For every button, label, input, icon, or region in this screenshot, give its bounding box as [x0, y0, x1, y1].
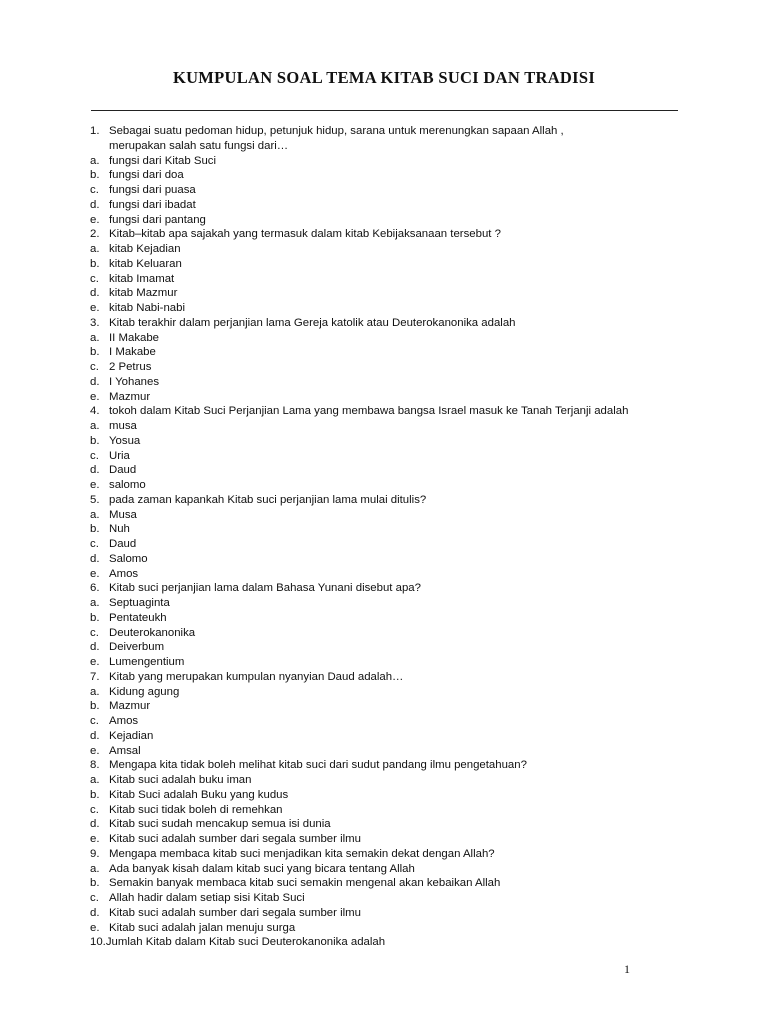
item-text: Kitab suci adalah sumber dari segala sumber ilmu [109, 833, 361, 845]
question-8 [90, 758, 690, 773]
item-text: Uria [109, 449, 130, 462]
item-text: Kejadian [109, 729, 154, 742]
item-text: Kitab–kitab apa sajakah yang termasuk dalam kitab Kebijaksanaan tersebut ? [109, 228, 501, 241]
item-text: Kitab suci adalah sumber dari segala sumber ilmu [109, 906, 361, 919]
question-10 [90, 935, 690, 950]
question-4 [90, 404, 690, 419]
item-text: Kitab suci adalah buku iman [109, 774, 252, 786]
item-text: Kitab suci perjanjian lama dalam Bahasa Yunani disebut apa? [109, 582, 421, 595]
item-marker: e. [90, 744, 100, 757]
item-marker: b. [90, 169, 100, 182]
option-9-a [90, 862, 690, 877]
question-7 [90, 670, 690, 685]
item-marker: 1. [90, 125, 100, 137]
item-text: merupakan salah satu fungsi dari… [109, 139, 289, 152]
item-marker: a. [90, 685, 100, 698]
item-text: Kitab Suci adalah Buku yang kudus [109, 788, 289, 801]
item-text: Musa [109, 508, 137, 521]
item-marker: e. [90, 479, 100, 491]
item-text: II Makabe [109, 331, 160, 344]
option-6-c [90, 626, 690, 641]
item-text: Amos [109, 715, 139, 727]
question-1-continuation [90, 139, 690, 154]
option-3-b [90, 345, 690, 360]
option-8-b [90, 788, 690, 803]
option-7-c [90, 714, 690, 729]
item-text: kitab Kejadian [109, 243, 181, 255]
option-7-d [90, 729, 690, 744]
item-marker: e. [90, 656, 100, 668]
option-4-b [90, 434, 690, 449]
item-marker: c. [90, 538, 99, 550]
item-marker: 9. [90, 847, 100, 860]
option-1-a [90, 154, 690, 169]
item-text: Daud [109, 464, 137, 477]
item-marker: d. [90, 287, 100, 300]
question-2 [90, 227, 690, 242]
item-text: Deiverbum [109, 641, 165, 654]
question-list [90, 124, 690, 950]
item-marker: c. [90, 361, 99, 373]
item-marker: a. [90, 862, 100, 875]
item-marker: 5. [90, 493, 100, 506]
option-7-b [90, 699, 690, 714]
item-text: Yosua [109, 434, 141, 447]
option-4-e [90, 478, 690, 493]
item-text: fungsi dari puasa [109, 184, 196, 196]
item-marker: e. [90, 213, 100, 226]
option-1-c [90, 183, 690, 198]
item-marker: b. [90, 700, 100, 713]
option-1-e [90, 213, 690, 228]
item-text: Lumengentium [109, 656, 185, 668]
item-text: fungsi dari pantang [109, 213, 206, 226]
option-5-e [90, 567, 690, 582]
item-text: I Makabe [109, 346, 156, 359]
item-marker: a. [90, 597, 100, 609]
item-text: Amsal [109, 744, 141, 757]
question-1 [90, 124, 690, 139]
item-text: Amos [109, 567, 139, 580]
option-2-a [90, 242, 690, 257]
option-8-a [90, 773, 690, 788]
item-marker: a. [90, 243, 100, 255]
item-marker: b. [90, 257, 100, 270]
item-text: Kitab terakhir dalam perjanjian lama Gereja katolik atau Deuterokanonika adalah [109, 316, 516, 329]
option-4-a [90, 419, 690, 434]
item-text: Septuaginta [109, 597, 170, 609]
item-marker: b. [90, 434, 100, 447]
option-9-b [90, 876, 690, 891]
option-2-e [90, 301, 690, 316]
option-6-b [90, 611, 690, 626]
item-text: kitab Nabi-nabi [109, 302, 185, 314]
item-text: Kitab suci tidak boleh di remehkan [109, 803, 283, 816]
item-text: Kidung agung [109, 685, 180, 698]
item-marker: c. [90, 715, 99, 727]
item-marker: d. [90, 198, 100, 211]
item-text: fungsi dari ibadat [109, 198, 196, 211]
item-text: pada zaman kapankah Kitab suci perjanjian lama mulai ditulis? [109, 493, 427, 506]
item-marker: c. [90, 272, 99, 285]
item-marker: e. [90, 833, 100, 845]
item-marker: c. [90, 892, 99, 904]
item-marker: e. [90, 302, 100, 314]
option-8-c [90, 803, 690, 818]
item-marker: 4. [90, 405, 100, 418]
option-5-a [90, 508, 690, 523]
question-6 [90, 581, 690, 596]
item-marker: e. [90, 921, 100, 934]
item-marker: e. [90, 390, 100, 403]
option-2-c [90, 272, 690, 287]
item-marker: d. [90, 818, 100, 831]
option-7-e [90, 744, 690, 759]
option-6-d [90, 640, 690, 655]
item-text: 2 Petrus [109, 361, 152, 373]
item-marker: b. [90, 788, 100, 801]
option-8-e [90, 832, 690, 847]
title-underline [91, 110, 678, 111]
item-marker: d. [90, 906, 100, 919]
option-4-c [90, 449, 690, 464]
item-marker: b. [90, 877, 100, 890]
option-8-d [90, 817, 690, 832]
option-6-e [90, 655, 690, 670]
item-text: Mengapa membaca kitab suci menjadikan kita semakin dekat dengan Allah? [109, 847, 495, 860]
item-marker: c. [90, 184, 99, 196]
item-marker: a. [90, 420, 100, 432]
option-9-c [90, 891, 690, 906]
item-marker: a. [90, 508, 100, 521]
option-7-a [90, 685, 690, 700]
option-2-d [90, 286, 690, 301]
item-marker: a. [90, 331, 100, 344]
item-marker: d. [90, 464, 100, 477]
option-5-d [90, 552, 690, 567]
item-text: Pentateukh [109, 611, 167, 624]
item-text: Mengapa kita tidak boleh melihat kitab suci dari sudut pandang ilmu pengetahuan? [109, 759, 527, 772]
item-text: Deuterokanonika [109, 626, 196, 639]
item-marker: d. [90, 375, 100, 388]
option-5-b [90, 522, 690, 537]
item-marker: b. [90, 523, 100, 536]
item-text: Allah hadir dalam setiap sisi Kitab Suci [109, 892, 305, 904]
item-marker: c. [90, 803, 99, 816]
item-marker: 3. [90, 316, 100, 329]
item-marker: d. [90, 552, 100, 565]
option-3-e [90, 390, 690, 405]
item-text: kitab Imamat [109, 272, 175, 285]
item-marker: b. [90, 611, 100, 624]
item-marker: 2. [90, 228, 100, 241]
item-text: tokoh dalam Kitab Suci Perjanjian Lama yang membawa bangsa Israel masuk ke Tanah Terjanji adalah [109, 405, 629, 418]
item-marker: a. [90, 154, 100, 167]
item-marker: e. [90, 567, 100, 580]
item-text: Kitab suci sudah mencakup semua isi dunia [109, 818, 331, 831]
option-1-b [90, 168, 690, 183]
item-marker: c. [90, 449, 99, 462]
question-5 [90, 493, 690, 508]
item-text: Daud [109, 538, 137, 550]
item-text: salomo [109, 479, 146, 491]
option-3-c [90, 360, 690, 375]
item-text: Salomo [109, 552, 148, 565]
item-text: Kitab suci adalah jalan menuju surga [109, 921, 296, 934]
option-2-b [90, 257, 690, 272]
option-4-d [90, 463, 690, 478]
item-text: Ada banyak kisah dalam kitab suci yang bicara tentang Allah [109, 862, 415, 875]
option-1-d [90, 198, 690, 213]
item-marker: b. [90, 346, 100, 359]
item-text: musa [109, 420, 137, 432]
item-marker: d. [90, 641, 100, 654]
item-text: Sebagai suatu pedoman hidup, petunjuk hidup, sarana untuk merenungkan sapaan Allah , [109, 125, 564, 137]
item-marker: 6. [90, 582, 100, 595]
option-3-d [90, 375, 690, 390]
item-text: Semakin banyak membaca kitab suci semakin mengenal akan kebaikan Allah [109, 877, 501, 890]
item-text: Nuh [109, 523, 130, 536]
question-3 [90, 316, 690, 331]
option-6-a [90, 596, 690, 611]
page-title: KUMPULAN SOAL TEMA KITAB SUCI DAN TRADISI [172, 68, 596, 87]
page-number: 1 [624, 962, 630, 976]
item-marker: a. [90, 774, 100, 786]
option-9-d [90, 906, 690, 921]
item-text: Mazmur [109, 390, 151, 403]
item-text: Kitab yang merupakan kumpulan nyanyian Daud adalah… [109, 670, 404, 683]
item-text: kitab Keluaran [109, 257, 182, 270]
item-text: fungsi dari doa [109, 169, 184, 182]
item-text: 10.Jumlah Kitab dalam Kitab suci Deuterokanonika adalah [90, 936, 386, 949]
item-marker: 7. [90, 670, 100, 683]
option-5-c [90, 537, 690, 552]
item-text: fungsi dari Kitab Suci [109, 154, 217, 167]
item-marker: c. [90, 626, 99, 639]
item-text: kitab Mazmur [109, 287, 178, 300]
item-text: I Yohanes [109, 375, 160, 388]
item-marker: 8. [90, 759, 100, 772]
question-9 [90, 847, 690, 862]
item-marker: d. [90, 729, 100, 742]
item-text: Mazmur [109, 700, 151, 713]
option-3-a [90, 331, 690, 346]
option-9-e [90, 921, 690, 936]
